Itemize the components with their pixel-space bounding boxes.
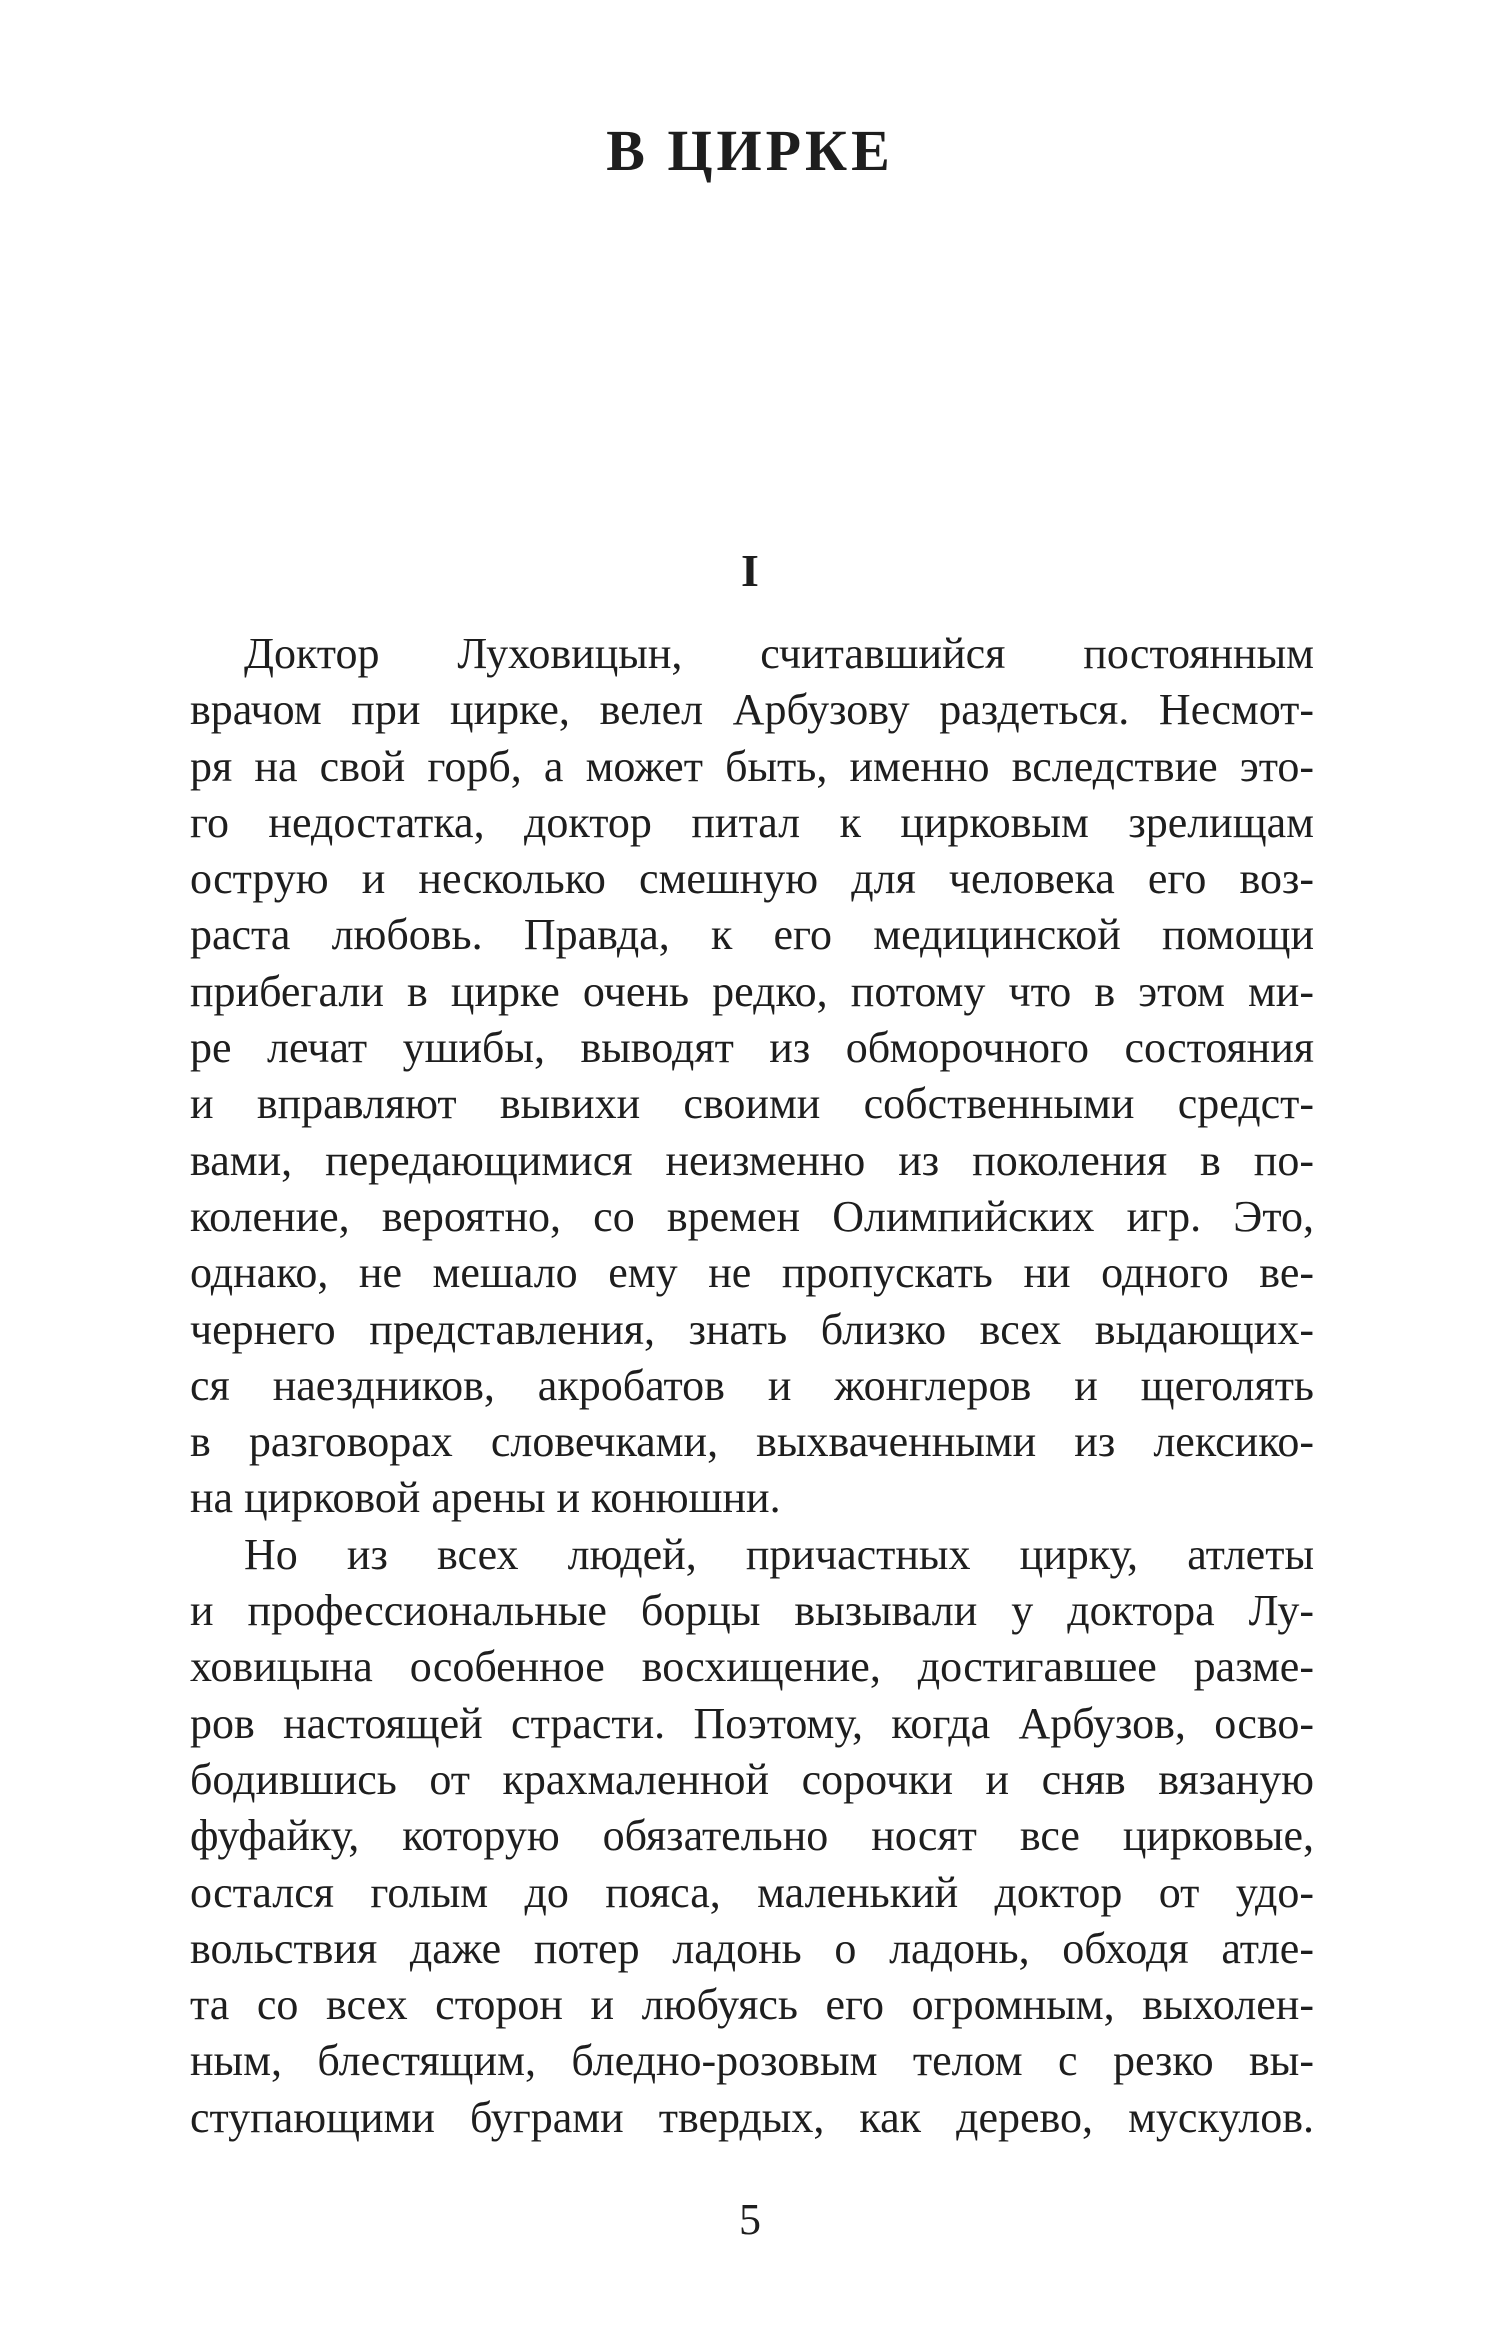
text-line: прибегали в цирке очень редко, потому что в этом ми- xyxy=(190,966,1314,1016)
text-line: остался голым до пояса, маленький доктор от удо- xyxy=(190,1867,1314,1917)
text-line: и вправляют вывихи своими собственными средст- xyxy=(190,1079,1314,1129)
text-line: однако, не мешало ему не пропускать ни одного ве- xyxy=(190,1248,1314,1298)
text-line: ступающими буграми твердых, как дерево, мускулов. xyxy=(190,2092,1314,2142)
text-line: та со всех сторон и любуясь его огромным, выхолен- xyxy=(190,1980,1314,2030)
text-line: вольствия даже потер ладонь о ладонь, обходя атле- xyxy=(190,1923,1314,1973)
text-line: бодившись от крахмаленной сорочки и сняв вязаную xyxy=(190,1754,1314,1804)
chapter-title: В ЦИРКЕ xyxy=(606,118,894,183)
body-text xyxy=(190,626,1314,2146)
text-line: ся наездников, акробатов и жонглеров и щеголять xyxy=(190,1360,1314,1410)
text-line: и профессиональные борцы вызывали у доктора Лу- xyxy=(190,1586,1314,1636)
text-line: в разговорах словечками, выхваченными из лексико- xyxy=(190,1417,1314,1467)
section-number: I xyxy=(741,545,759,596)
text-line: го недостатка, доктор питал к цирковым зрелищам xyxy=(190,797,1314,847)
text-line: на цирковой арены и конюшни. xyxy=(190,1473,781,1523)
text-line: ре лечат ушибы, выводят из обморочного состояния xyxy=(190,1023,1314,1073)
text-line: чернего представления, знать близко всех выдающих- xyxy=(190,1304,1314,1354)
text-line: фуфайку, которую обязательно носят все цирковые, xyxy=(190,1811,1314,1861)
text-line: вами, передающимися неизменно из поколения в по- xyxy=(190,1135,1314,1185)
text-line: Но из всех людей, причастных цирку, атлеты xyxy=(244,1529,1314,1579)
text-line: острую и несколько смешную для человека его воз- xyxy=(190,854,1314,904)
text-line: ров настоящей страсти. Поэтому, когда Арбузов, осво- xyxy=(190,1698,1314,1748)
text-line: врачом при цирке, велел Арбузову раздеться. Несмот- xyxy=(190,685,1314,735)
text-line: Доктор Луховицын, считавшийся постоянным xyxy=(244,629,1314,678)
text-line: ховицына особенное восхищение, достигавшее разме- xyxy=(190,1642,1314,1692)
text-line: коление, вероятно, со времен Олимпийских игр. Это, xyxy=(190,1191,1314,1241)
text-line: ным, блестящим, бледно-розовым телом с резко вы- xyxy=(190,2036,1314,2086)
text-line: раста любовь. Правда, к его медицинской помощи xyxy=(190,910,1314,960)
page-number: 5 xyxy=(739,2195,761,2244)
text-line: ря на свой горб, а может быть, именно вследствие это- xyxy=(190,741,1314,791)
